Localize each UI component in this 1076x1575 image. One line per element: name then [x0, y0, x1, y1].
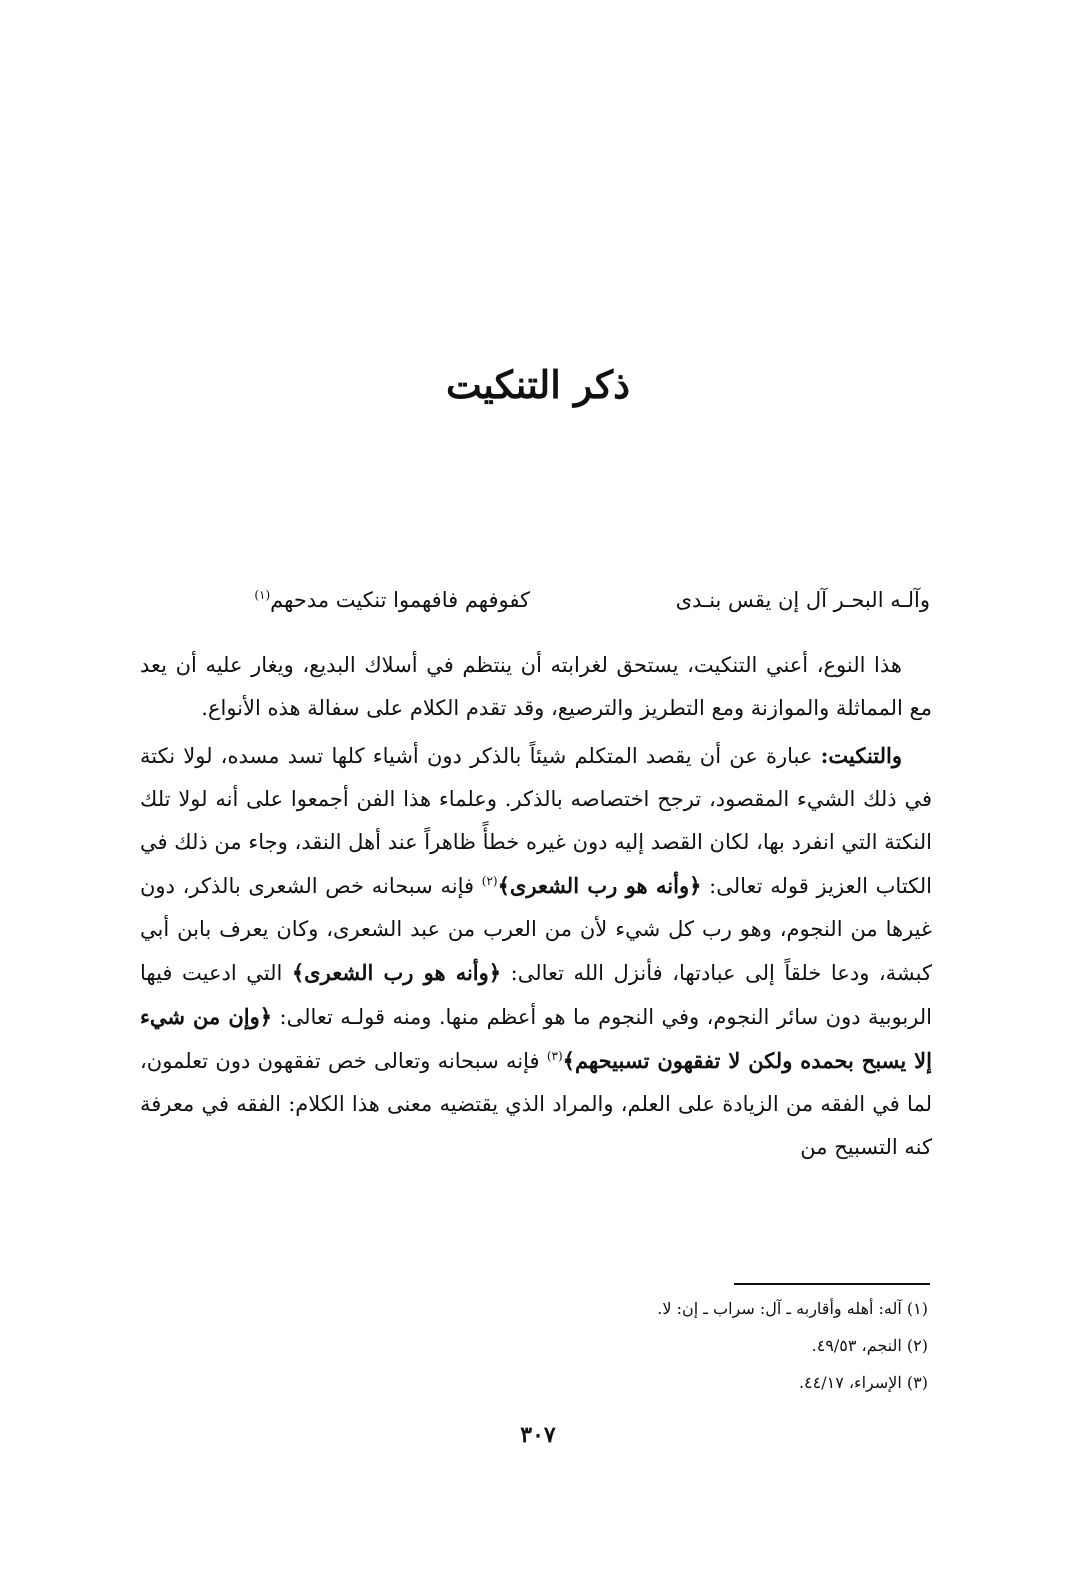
footnotes	[400, 1290, 928, 1401]
paragraph-text-2: فإنه سبحانه خص الشعرى بالذكر، دون غيرها من النجوم، وهو رب كل شيء لأن من العرب من عبد الشعرى، وكان يعرف بابن أبي كبشة، ودعا خلقاً إلى عبادتها، فأنزل الله تعالى:	[140, 874, 932, 985]
chapter-title: ذكر التنكيت	[445, 362, 631, 407]
verse-hemistich-second	[254, 588, 530, 612]
verse-hemistich-first: وآلـه البحـر آل إن يقس بنـدى	[675, 588, 930, 612]
quran-quote-1: ﴿وأنه هو رب الشعرى﴾	[497, 873, 702, 898]
quran-quote-2: ﴿وأنه هو رب الشعرى﴾	[291, 960, 502, 985]
footnote-3: (٣) الإسراء، ٤٤/١٧.	[798, 1373, 928, 1392]
paragraph-intro: هذا النوع، أعني التنكيت، يستحق لغرابته أن ينتظم في أسلاك البديع، ويغار عليه أن يعد مع المماثلة والموازنة ومع التطريز والترصيع، وقد تقدم الكلام على سفالة هذه الأنواع.	[140, 653, 932, 720]
footnote-1: (١) آله: أهله وأقاربه ـ آل: سراب ـ إن: لا.	[657, 1299, 928, 1318]
footnote-2: (٢) النجم، ٤٩/٥٣.	[811, 1336, 928, 1355]
footnote-ref-2: (٢)	[481, 874, 498, 888]
term-lead: والتنكيت:	[820, 743, 902, 768]
quran-quote-3: ﴿وإن من شيء إلا يسبح بحمده ولكن لا تفقهون تسبيحهم﴾	[140, 1004, 932, 1073]
paragraph-text-1: عبارة عن أن يقصد المتكلم شيئاً بالذكر دون أشياء كلها تسد مسده، لولا نكتة في ذلك الشيء المقصود، ترجح اختصاصه بالذكر. وعلماء هذا الفن أجمعوا على أنه لولا تلك النكتة التي انفرد بها، لكان القصد إليه دون غيره خطأً ظاهراً عند أهل النقد، وجاء من ذلك في الكتاب العزيز قوله تعالى:	[140, 744, 933, 898]
footnote-ref-3: (٣)	[546, 1049, 563, 1063]
paragraph-text-3: التي ادعيت فيها الربوبية دون سائر النجوم، وفي النجوم ما هو أعظم منها. ومنه قولـه تعالى:	[140, 961, 932, 1029]
footnote-separator	[734, 1283, 930, 1285]
verse-hemistich-second-text: كفوفهم فافهموا تنكيت مدحهم	[270, 588, 530, 612]
paragraph-definition	[140, 734, 932, 1169]
page-number: ٣٠٧	[520, 1422, 556, 1448]
poem-verse	[150, 588, 930, 628]
paragraph-text-4: فإنه سبحانه وتعالى خص تفقهون دون تعلمون، لما في الفقه من الزيادة على العلم، والمراد الذي يقتضيه معنى هذا الكلام: الفقه في معرفة كنه التسبيح من	[140, 1049, 932, 1159]
footnote-ref-1: (١)	[254, 588, 271, 602]
body-text	[140, 644, 932, 1173]
